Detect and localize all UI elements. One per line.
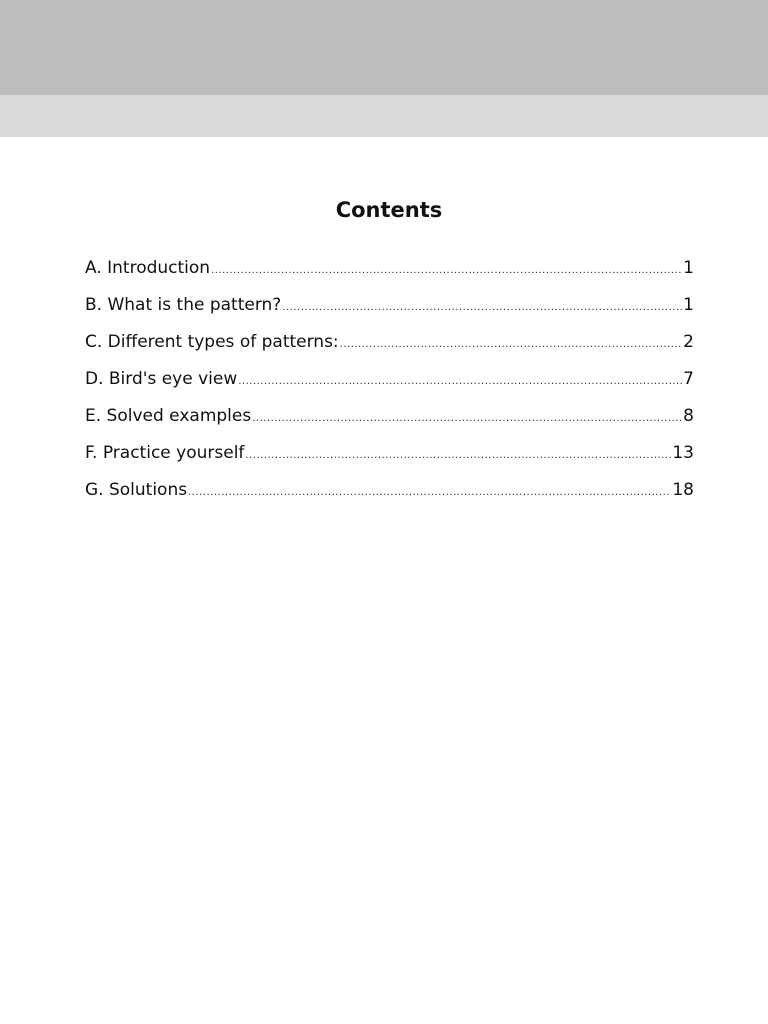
toc-entry-page: 1 xyxy=(683,258,694,278)
toc-entry-label: G. Solutions xyxy=(85,480,188,500)
toc-entry-label: C. Different types of patterns: xyxy=(85,332,339,352)
toc-entry-different-types-of-patterns[interactable] xyxy=(85,329,694,366)
toc-entry-page: 7 xyxy=(683,369,694,389)
toc-entry-page: 8 xyxy=(683,406,694,426)
toc-dot-leader xyxy=(211,258,682,284)
toc-dot-leader xyxy=(238,369,682,395)
toc-dot-leader xyxy=(282,295,682,321)
toc-entry-page: 2 xyxy=(683,332,694,352)
toc-dot-leader xyxy=(252,406,682,432)
toc-entry-page: 13 xyxy=(672,443,694,463)
toc-entry-label: E. Solved examples xyxy=(85,406,252,426)
header-band-dark xyxy=(0,0,768,95)
toc-dot-leader xyxy=(340,332,683,358)
toc-entry-label: A. Introduction xyxy=(85,258,211,278)
toc-entry-label: B. What is the pattern? xyxy=(85,295,282,315)
contents-title: Contents xyxy=(335,198,443,222)
header-band-light xyxy=(0,95,768,137)
toc-entry-page: 18 xyxy=(672,480,694,500)
toc-entry-solved-examples[interactable] xyxy=(85,403,694,440)
toc-entry-what-is-the-pattern[interactable] xyxy=(85,292,694,329)
table-of-contents xyxy=(85,255,694,514)
toc-entry-solutions[interactable] xyxy=(85,477,694,514)
toc-entry-birds-eye-view[interactable] xyxy=(85,366,694,403)
toc-entry-label: D. Bird's eye view xyxy=(85,369,238,389)
toc-dot-leader xyxy=(188,480,671,506)
toc-dot-leader xyxy=(245,443,671,469)
toc-entry-introduction[interactable] xyxy=(85,255,694,292)
toc-entry-label: F. Practice yourself xyxy=(85,443,245,463)
toc-entry-practice-yourself[interactable] xyxy=(85,440,694,477)
toc-entry-page: 1 xyxy=(683,295,694,315)
